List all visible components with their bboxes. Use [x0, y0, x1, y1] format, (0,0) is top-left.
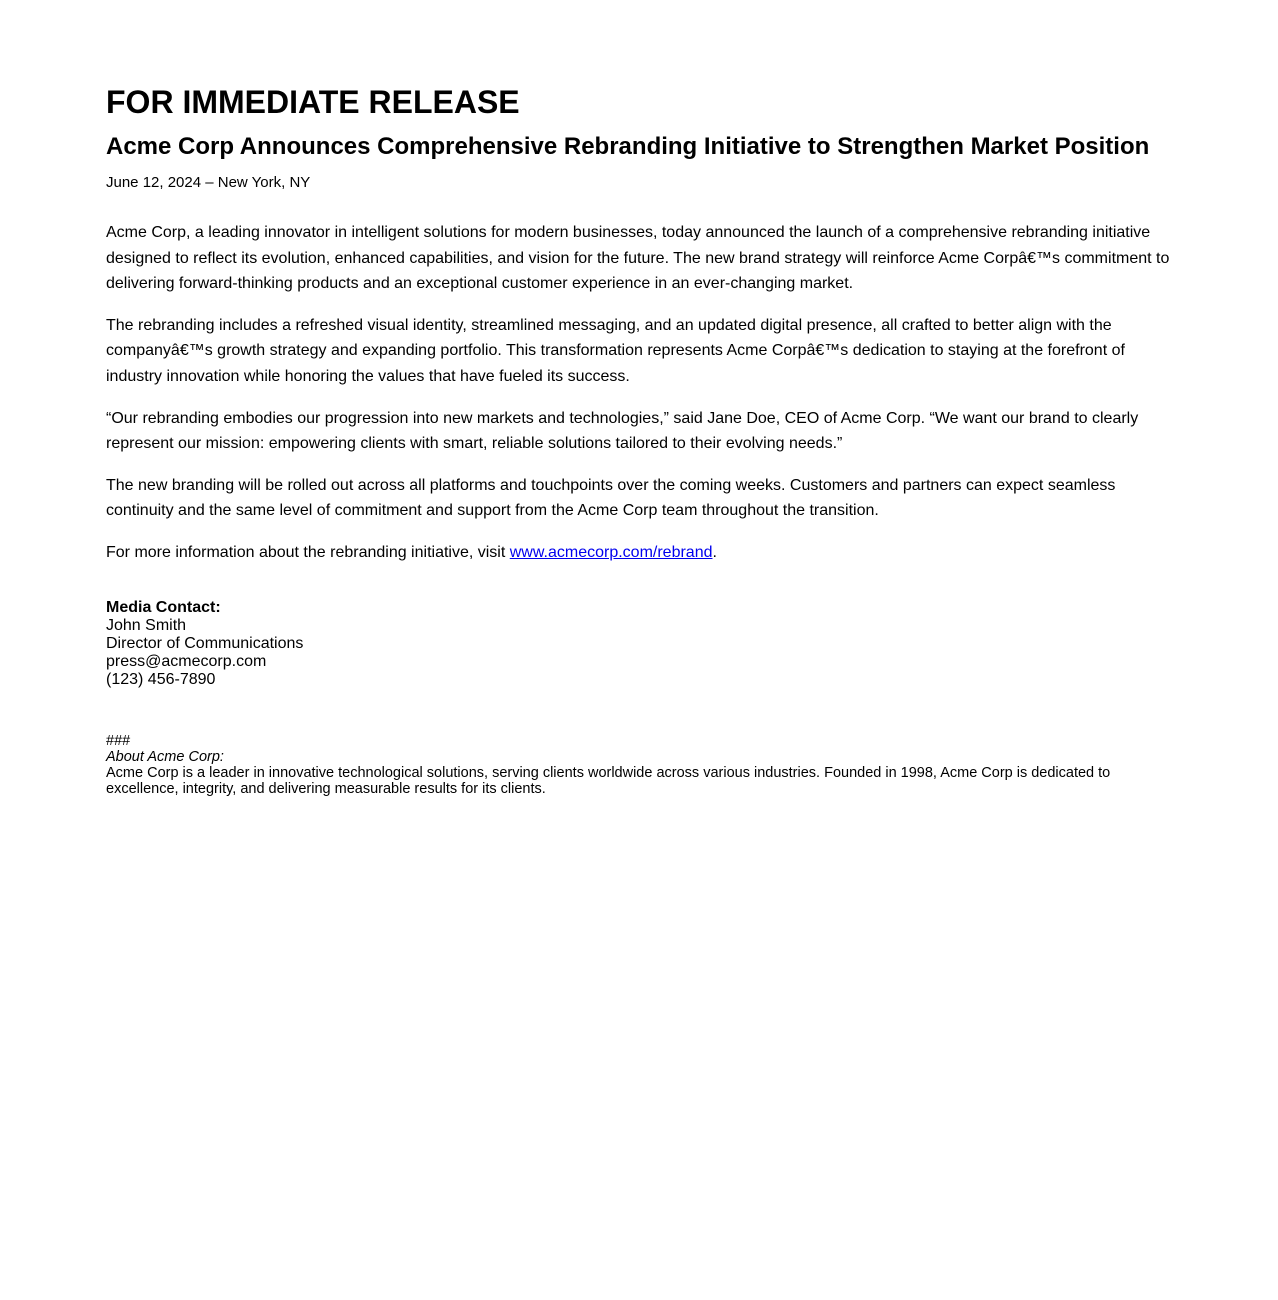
contact-email: press@acmecorp.com	[106, 652, 267, 670]
press-release	[106, 84, 1172, 797]
contact-title: Director of Communications	[106, 634, 304, 652]
about-title: About Acme Corp:	[106, 748, 224, 765]
end-marker: ###	[106, 732, 131, 749]
contact-phone: (123) 456-7890	[106, 670, 216, 688]
more-info-prefix: For more information about the rebranding initiative, visit	[106, 543, 510, 561]
more-info-suffix: .	[712, 543, 717, 561]
body-paragraph-4: The new branding will be rolled out across all platforms and touchpoints over the coming weeks. Customers and partners can expect seamless continuity and the same level of commitment and support from the Acme Corp team throughout the transition.	[106, 476, 1116, 520]
dateline: June 12, 2024 – New York, NY	[106, 174, 311, 191]
release-kicker: FOR IMMEDIATE RELEASE	[106, 84, 520, 120]
about-text: Acme Corp is a leader in innovative technological solutions, serving clients worldwide across various industries. Founded in 1998, Acme Corp is dedicated to excellence, integrity, and delivering measurable results for its clients.	[106, 764, 1111, 797]
contact-name: John Smith	[106, 616, 187, 634]
more-info-paragraph	[106, 540, 1172, 566]
headline: Acme Corp Announces Comprehensive Rebranding Initiative to Strengthen Market Position	[106, 133, 1150, 160]
body-paragraph-1: Acme Corp, a leading innovator in intelligent solutions for modern businesses, today announced the launch of a comprehensive rebranding initiative designed to reflect its evolution, enhanced capabilities, and vision for the future. The new brand strategy will reinforce Acme Corpâ€™s commitment to delivering forward-thinking products and an exceptional customer experience in an ever-changing market.	[106, 224, 1170, 293]
body-paragraph-2: The rebranding includes a refreshed visual identity, streamlined messaging, and an updated digital presence, all crafted to better align with the companyâ€™s growth strategy and expanding portfolio. This transformation represents Acme Corpâ€™s dedication to staying at the forefront of industry innovation while honoring the values that have fueled its success.	[106, 316, 1125, 385]
media-contact-label: Media Contact:	[106, 598, 221, 616]
about-block	[106, 733, 1172, 797]
ceo-quote-paragraph: “Our rebranding embodies our progression into new markets and technologies,” said Jane Doe, CEO of Acme Corp. “We want our brand to clearly represent our mission: empowering clients with smart, reliable solutions tailored to their evolving needs.”	[106, 409, 1139, 453]
rebrand-link[interactable]: www.acmecorp.com/rebrand	[509, 543, 713, 561]
media-contact-block	[106, 599, 1172, 689]
